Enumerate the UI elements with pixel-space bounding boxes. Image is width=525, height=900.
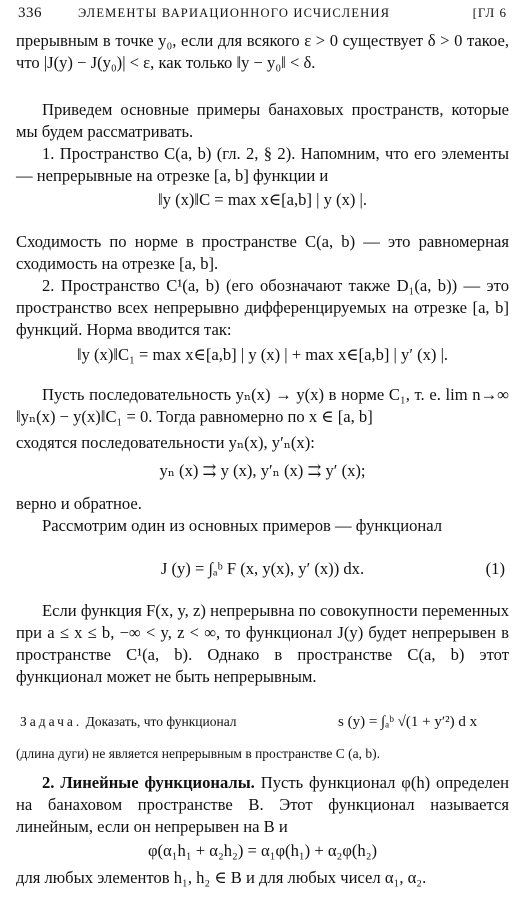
paragraph-space-c1: 2. Пространство C¹(a, b) (его обозначают также D₁(a, b)) — это пространство всех непрерывно дифференцируемых на отрезке [a, b] функций. Норма вводится так:	[16, 276, 509, 339]
formula-functional-j: J (y) = ∫ₐᵇ F (x, y(x), y′ (x)) dx.	[160, 559, 365, 578]
formula-norm-c: ‖y (x)‖C = max x∈[a,b] | y (x) |.	[157, 190, 368, 209]
task-line	[20, 711, 509, 733]
running-header	[18, 2, 507, 26]
formula-arc-length: s (y) = ∫ₐᵇ √(1 + y′²) d x	[338, 714, 478, 730]
paragraph-sequence-convergence: Пусть последовательность yₙ(x) → y(x) в норме C₁, т. е. lim n→∞ ‖yₙ(x) − y(x)‖C₁ = 0. Тогда равномерно по x ∈ [a, b]	[16, 385, 509, 426]
paragraph-any-elements: для любых элементов h₁, h₂ ∈ B и для любых чисел α₁, α₂.	[16, 868, 427, 887]
task-text: Доказать, что функционал	[85, 714, 237, 729]
page-number: 336	[18, 5, 42, 21]
paragraph-space-c: 1. Пространство C(a, b) (гл. 2, § 2). Напомним, что его элементы — непрерывные на отрезке [a, b] функции и	[16, 144, 509, 185]
formula-linearity: φ(α₁h₁ + α₂h₂) = α₁φ(h₁) + α₂φ(h₂)	[147, 841, 378, 860]
paragraph-continuity-conditions: Если функция F(x, y, z) непрерывна по совокупности переменных при a ≤ x ≤ b, −∞ < y, z < ∞, то функционал J(y) будет непрерывен в пространстве C¹(a, b). Однако в пространстве C(a, b) этот функционал может не быть непрерывным.	[16, 601, 509, 686]
paragraph-converging-sequences: сходятся последовательности yₙ(x), y′ₙ(x):	[16, 433, 315, 452]
paragraph-continuity-definition: прерывным в точке y₀, если для всякого ε > 0 существует δ > 0 такое, что |J(y) − J(y₀)| < ε, как только ‖y − y₀‖ < δ.	[16, 31, 509, 72]
equation-number: (1)	[485, 559, 505, 578]
formula-uniform-convergence: yₙ (x) ⇉ y (x), y′ₙ (x) ⇉ y′ (x);	[159, 461, 366, 480]
paragraph-convergence-c: Сходимость по норме в пространстве C(a, b) — это равномерная сходимость на отрезке [a, b].	[16, 232, 509, 273]
chapter-marker: [ГЛ 6	[472, 5, 507, 20]
paragraph-converse: верно и обратное.	[16, 494, 142, 513]
paragraph-functional-example: Рассмотрим один из основных примеров — функционал	[42, 516, 443, 535]
task-continuation: (длина дуги) не является непрерывным в пространстве C (a, b).	[16, 746, 380, 761]
task-label: Задача.	[20, 714, 83, 729]
paragraph-banach-examples-intro: Приведем основные примеры банаховых пространств, которые мы будем рассматривать.	[16, 100, 509, 141]
running-title: ЭЛЕМЕНТЫ ВАРИАЦИОННОГО ИСЧИСЛЕНИЯ	[78, 6, 391, 20]
section-linear-functionals	[16, 772, 509, 838]
section-text: Пусть функционал φ(h) определен на банаховом пространстве B. Этот функционал называется линейным, если он непрерывен на B и	[16, 773, 510, 836]
formula-norm-c1: ‖y (x)‖C₁ = max x∈[a,b] | y (x) | + max x∈[a,b] | y′ (x) |.	[76, 345, 449, 364]
section-title: 2. Линейные функционалы.	[42, 773, 255, 792]
